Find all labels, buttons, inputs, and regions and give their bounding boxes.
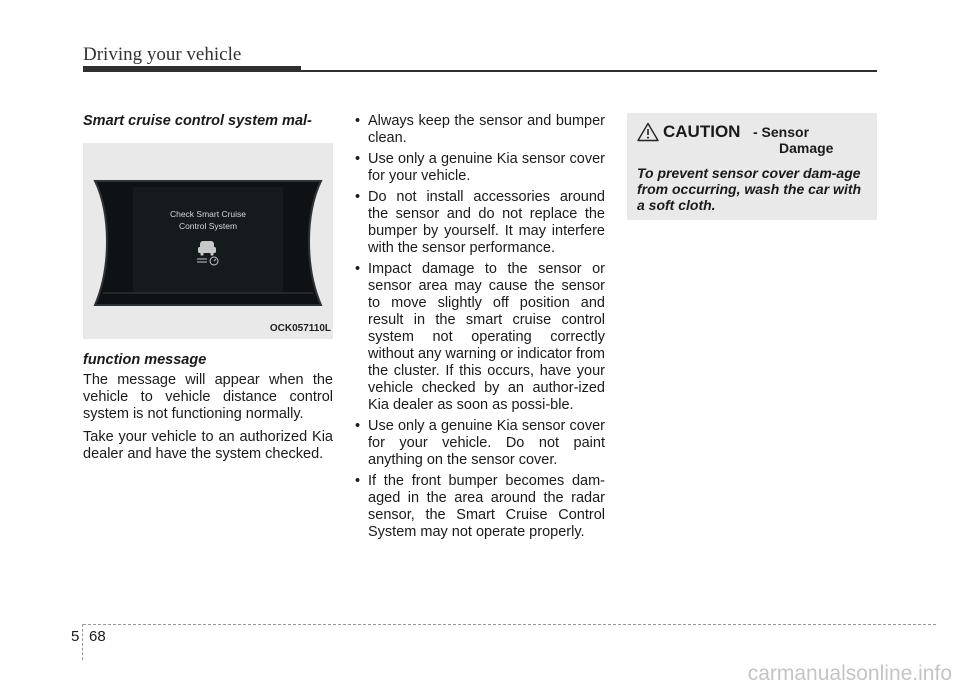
caution-subtitle-line1: - Sensor bbox=[753, 124, 810, 140]
caution-subtitle-line2: Damage bbox=[779, 140, 834, 156]
section-title: Smart cruise control system mal- bbox=[83, 113, 312, 129]
bullet-item: • Use only a genuine Kia sensor cover for your vehicle. Do not paint anything on the sensor cover. bbox=[355, 418, 605, 469]
watermark: carmanualsonline.info bbox=[747, 662, 952, 685]
caution-subtitle bbox=[753, 124, 863, 156]
section-number: 5 bbox=[71, 628, 80, 645]
body-paragraph: The message will appear when the vehicle to vehicle distance control system is not functioning normally. bbox=[83, 372, 333, 422]
page-header-title: Driving your vehicle bbox=[83, 44, 242, 65]
bullet-item: • Do not install accessories around the sensor and do not replace the bumper by yourself. It may interfere with the sensor performance. bbox=[355, 189, 605, 257]
bullet-item: • If the front bumper becomes dam-aged in the area around the radar sensor, the Smart Cruise Control System may not operate properly. bbox=[355, 473, 605, 541]
body-paragraph: Take your vehicle to an authorized Kia dealer and have the system checked. bbox=[83, 429, 333, 462]
section-title-continued: function message bbox=[83, 352, 207, 368]
page-number-divider bbox=[82, 624, 83, 660]
cluster-display-illustration bbox=[83, 143, 333, 339]
caution-label: CAUTION bbox=[663, 122, 741, 141]
middle-column bbox=[355, 113, 605, 545]
left-column bbox=[83, 113, 333, 463]
footer-rule bbox=[83, 624, 936, 625]
caution-text: To prevent sensor cover dam-age from occurring, wash the car with a soft cloth. bbox=[637, 165, 862, 213]
bullet-list bbox=[355, 113, 605, 541]
screen-message-line1: Check Smart Cruise bbox=[169, 209, 247, 219]
page-number: 68 bbox=[89, 628, 106, 645]
bullet-item: • Use only a genuine Kia sensor cover for your vehicle. bbox=[355, 151, 605, 185]
figure-code: OCK057110L bbox=[269, 323, 331, 334]
header-rule-thick bbox=[83, 66, 301, 72]
caution-box bbox=[627, 113, 877, 220]
screen-message-line2: Control System bbox=[178, 221, 238, 231]
cluster-figure bbox=[83, 143, 333, 339]
warning-triangle-icon bbox=[637, 122, 659, 142]
header-rule-thin bbox=[301, 70, 877, 72]
bullet-item: • Impact damage to the sensor or sensor area may cause the sensor to move slightly off position and result in the smart cruise control system not operating correctly without any warning or indicator from the cluster. If this occurs, have your vehicle checked by an author-ized Kia dealer as soon as possi-ble. bbox=[355, 261, 605, 414]
bullet-item: • Always keep the sensor and bumper clean. bbox=[355, 113, 605, 147]
